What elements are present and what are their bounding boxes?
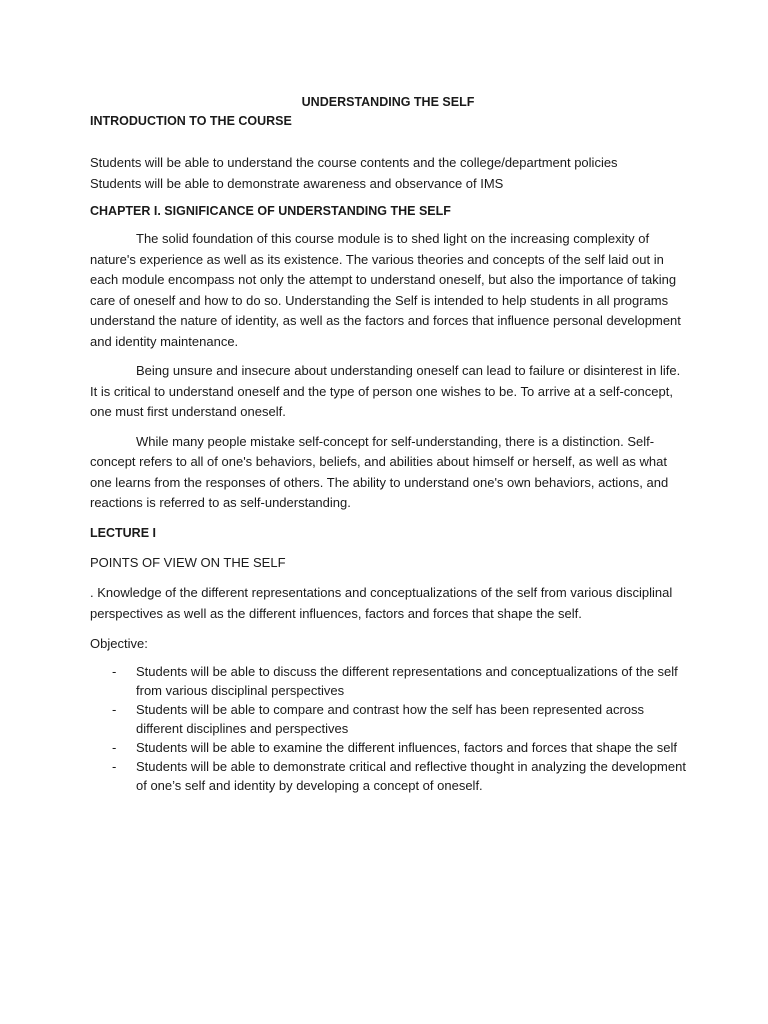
document-body (90, 94, 686, 795)
chapter-heading: CHAPTER I. SIGNIFICANCE OF UNDERSTANDING THE SELF (90, 204, 451, 218)
list-item (90, 738, 686, 757)
objective-text: Students will be able to examine the different influences, factors and forces that shape the self (136, 739, 678, 755)
intro-line: Students will be able to demonstrate awareness and observance of IMS (90, 176, 504, 191)
objective-text: Students will be able to discuss the different representations and conceptualizations of the self from various disciplinal perspectives (136, 663, 678, 698)
list-item (90, 662, 686, 700)
objective-text: Students will be able to demonstrate critical and reflective thought in analyzing the development of one’s self and identity by developing a concept of oneself. (136, 758, 686, 793)
list-item (90, 757, 686, 795)
chapter-paragraph: While many people mistake self-concept for self-understanding, there is a distinction. Self-concept refers to all of one's behaviors, beliefs, and abilities about himself or herself, as well as what one learns from the responses of others. The ability to understand one's own behaviors, actions, and reactions is referred to as self-understanding. (90, 433, 669, 510)
bullet-marker: - (112, 701, 117, 717)
chapter-paragraph: The solid foundation of this course module is to shed light on the increasing complexity of nature's experience as well as its existence. The various theories and concepts of the self laid out in each module encompass not only the attempt to understand oneself, but also the importance of taking care of oneself and how to do so. Understanding the Self is intended to help students in all programs understand the nature of identity, as well as the factors and forces that influence personal development and identity maintenance. (90, 231, 681, 349)
bullet-marker: - (112, 739, 117, 755)
bullet-marker: - (112, 663, 117, 679)
lecture-heading: LECTURE I (90, 525, 156, 540)
objectives-list (90, 662, 686, 795)
intro-lines (90, 152, 686, 194)
list-item (90, 700, 686, 738)
document-title: UNDERSTANDING THE SELF (301, 95, 475, 109)
intro-heading: INTRODUCTION TO THE COURSE (90, 114, 292, 128)
lecture-subheading: POINTS OF VIEW ON THE SELF (90, 554, 286, 570)
intro-line: Students will be able to understand the course contents and the college/department policies (90, 155, 618, 170)
objective-text: Students will be able to compare and contrast how the self has been represented across different disciplines and perspectives (136, 701, 645, 736)
bullet-marker: - (112, 758, 117, 774)
lecture-intro: . Knowledge of the different representations and conceptualizations of the self from various disciplinal perspectives as well as the different influences, factors and forces that shape the self. (90, 584, 673, 621)
chapter-paragraph: Being unsure and insecure about understanding oneself can lead to failure or disinterest in life. It is critical to understand oneself and the type of person one wishes to be. To arrive at a self-concept, one must first understand oneself. (90, 363, 681, 419)
objective-label: Objective: (90, 635, 148, 651)
